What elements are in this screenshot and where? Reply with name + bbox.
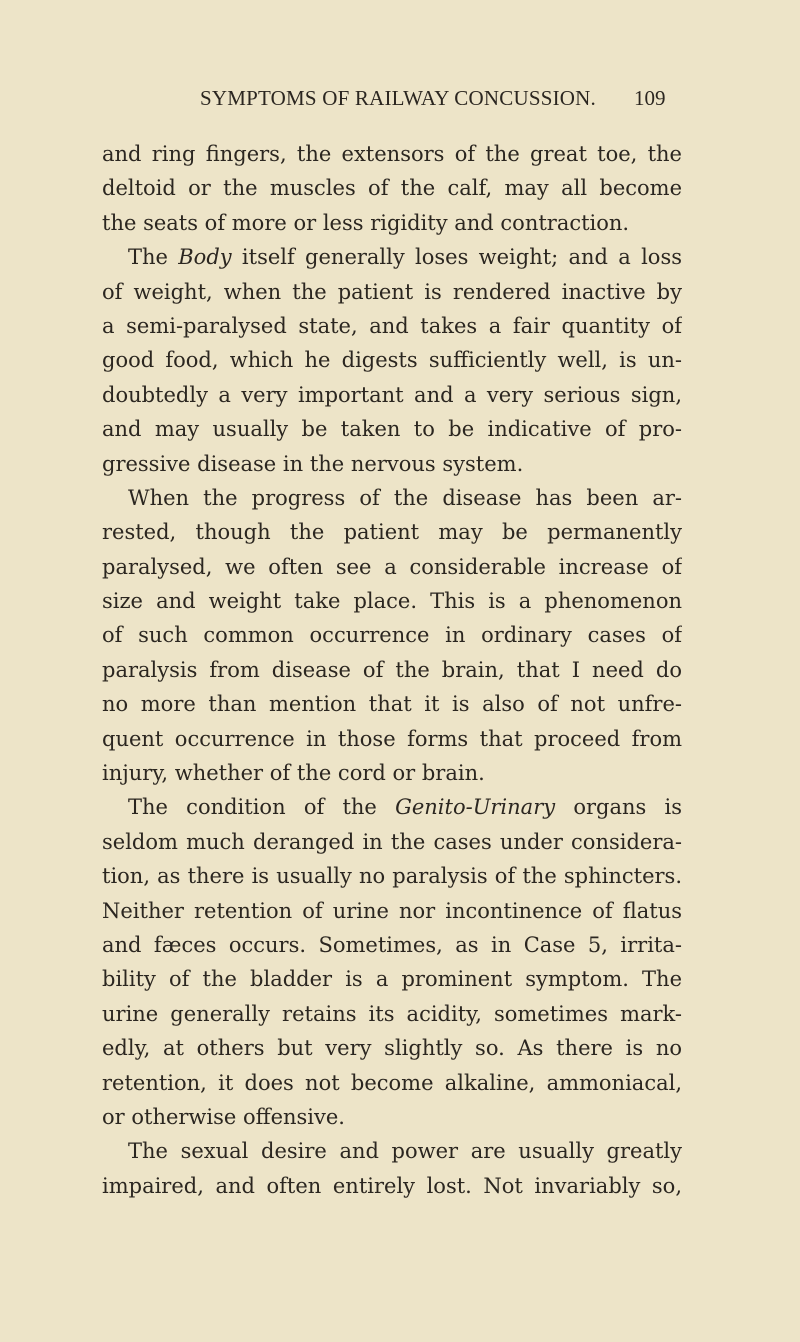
line-text: bility of the bladder is a prominent symptom. The xyxy=(102,967,682,992)
line-text: urine generally retains its acidity, sometimes mark- xyxy=(102,1001,682,1026)
text-line xyxy=(102,894,682,928)
body-text xyxy=(102,137,682,1203)
line-text: Neither retention of urine nor incontinence of flatus xyxy=(102,898,682,923)
line-text: tion, as there is usually no paralysis of the sphincters. xyxy=(102,864,682,889)
text-line xyxy=(102,343,682,377)
line-text: seldom much deranged in the cases under considera- xyxy=(102,829,682,854)
line-text: doubtedly a very important and a very serious sign, xyxy=(102,382,682,407)
line-text: and ring fingers, the extensors of the great toe, the xyxy=(102,142,682,166)
line-text: of weight, when the patient is rendered inactive by xyxy=(102,279,682,304)
text-line xyxy=(102,756,682,790)
line-text: The sexual desire and power are usually greatly xyxy=(128,1139,682,1164)
text-line xyxy=(102,1066,682,1100)
text-line xyxy=(102,584,682,618)
text-line xyxy=(102,962,682,996)
text-line xyxy=(102,825,682,859)
line-text: When the progress of the disease has been ar- xyxy=(128,485,682,510)
text-line xyxy=(102,515,682,549)
page-number: 109 xyxy=(634,86,666,110)
italic-term: Body xyxy=(178,245,232,270)
text-line xyxy=(102,240,682,274)
text-line xyxy=(102,412,682,446)
line-text: impaired, and often entirely lost. Not invariably so, xyxy=(102,1173,682,1198)
text-line xyxy=(102,928,682,962)
text-line xyxy=(102,790,682,824)
line-text: quent occurrence in those forms that proceed from xyxy=(102,726,682,751)
line-text: organs is xyxy=(555,795,682,820)
text-line xyxy=(102,550,682,584)
line-text: or otherwise offensive. xyxy=(102,1104,345,1129)
italic-term: Genito-Urinary xyxy=(395,795,556,820)
line-text: a semi-paralysed state, and takes a fair quantity of xyxy=(102,313,682,338)
line-text: paralysed, we often see a considerable increase of xyxy=(102,554,682,579)
text-line xyxy=(102,653,682,687)
text-line xyxy=(102,1134,682,1168)
line-text: of such common occurrence in ordinary cases of xyxy=(102,623,682,648)
line-text: and fæces occurs. Sometimes, as in Case 5, irrita- xyxy=(102,932,682,957)
text-line xyxy=(102,722,682,756)
text-line xyxy=(102,859,682,893)
line-text: deltoid or the muscles of the calf, may all become xyxy=(102,176,682,201)
text-line xyxy=(102,309,682,343)
line-text: itself generally loses weight; and a loss xyxy=(231,245,682,270)
line-text: injury, whether of the cord or brain. xyxy=(102,761,485,786)
line-text: no more than mention that it is also of not unfre- xyxy=(102,692,682,717)
line-text: rested, though the patient may be permanently xyxy=(102,520,682,545)
line-text: good food, which he digests sufficiently well, is un- xyxy=(102,348,682,373)
text-line xyxy=(102,1169,682,1203)
text-line xyxy=(102,378,682,412)
line-text: The xyxy=(128,245,179,270)
text-line xyxy=(102,618,682,652)
text-line xyxy=(102,1031,682,1065)
text-line xyxy=(102,997,682,1031)
text-line xyxy=(102,275,682,309)
line-text: retention, it does not become alkaline, ammoniacal, xyxy=(102,1070,682,1095)
line-text: edly, at others but very slightly so. As there is no xyxy=(102,1036,682,1061)
line-text: and may usually be taken to be indicative of pro- xyxy=(102,417,682,442)
running-head-title: SYMPTOMS OF RAILWAY CONCUSSION. xyxy=(200,86,596,110)
line-text: paralysis from disease of the brain, that I need do xyxy=(102,657,682,682)
line-text: gressive disease in the nervous system. xyxy=(102,451,524,476)
line-text: size and weight take place. This is a phenomenon xyxy=(102,589,682,614)
text-line xyxy=(102,171,682,205)
line-text: the seats of more or less rigidity and contraction. xyxy=(102,210,630,235)
text-line xyxy=(102,447,682,481)
line-text: The condition of the xyxy=(128,795,396,820)
text-line xyxy=(102,687,682,721)
text-line xyxy=(102,1100,682,1134)
text-line xyxy=(102,137,682,171)
text-line xyxy=(102,206,682,240)
text-line xyxy=(102,481,682,515)
